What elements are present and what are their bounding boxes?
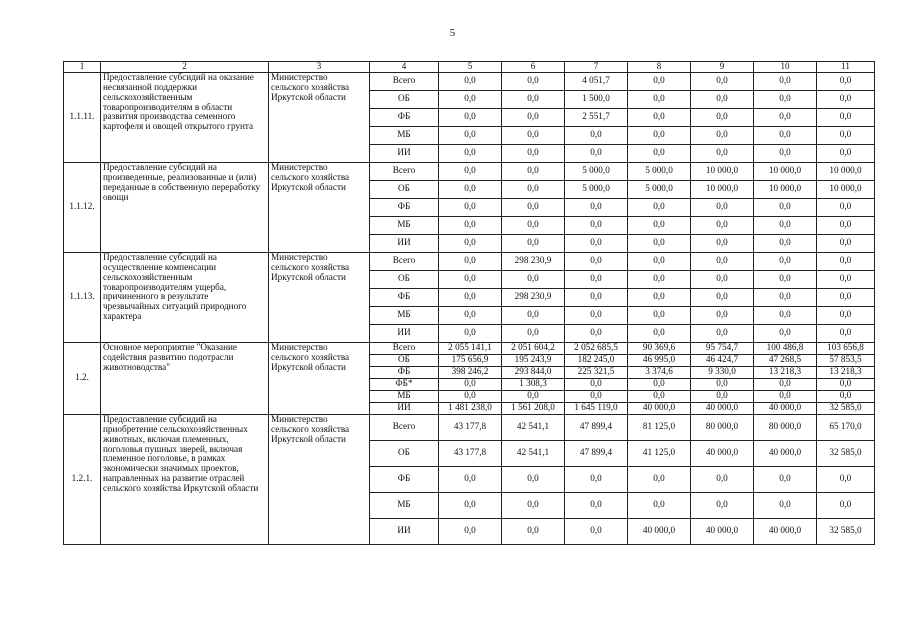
value-cell: 0,0 (628, 252, 691, 270)
value-cell: 0,0 (565, 324, 628, 342)
value-cell: 0,0 (691, 144, 754, 162)
value-cell: 0,0 (628, 492, 691, 518)
value-cell: 0,0 (817, 72, 875, 90)
value-cell: 57 853,5 (817, 354, 875, 366)
value-cell: 0,0 (565, 492, 628, 518)
value-cell: 0,0 (817, 288, 875, 306)
value-cell: 0,0 (502, 324, 565, 342)
value-cell: 43 177,8 (439, 414, 502, 440)
item-code: 1.2. (64, 342, 101, 414)
funding-source: ОБ (370, 270, 439, 288)
value-cell: 0,0 (754, 252, 817, 270)
funding-source: ФБ* (370, 378, 439, 390)
value-cell: 0,0 (439, 252, 502, 270)
value-cell: 175 656,9 (439, 354, 502, 366)
value-cell: 0,0 (691, 270, 754, 288)
value-cell: 0,0 (502, 144, 565, 162)
value-cell: 10 000,0 (817, 162, 875, 180)
value-cell: 2 551,7 (565, 108, 628, 126)
funding-source: МБ (370, 126, 439, 144)
funding-source: ФБ (370, 466, 439, 492)
value-cell: 0,0 (628, 390, 691, 402)
value-cell: 0,0 (565, 216, 628, 234)
value-cell: 0,0 (817, 252, 875, 270)
funding-source: Всего (370, 162, 439, 180)
value-cell: 0,0 (754, 288, 817, 306)
value-cell: 0,0 (628, 324, 691, 342)
value-cell: 0,0 (628, 90, 691, 108)
value-cell: 0,0 (754, 390, 817, 402)
value-cell: 0,0 (754, 466, 817, 492)
value-cell: 46 424,7 (691, 354, 754, 366)
value-cell: 0,0 (439, 144, 502, 162)
value-cell: 42 541,1 (502, 440, 565, 466)
value-cell: 0,0 (754, 108, 817, 126)
value-cell: 2 055 141,1 (439, 342, 502, 354)
value-cell: 0,0 (565, 518, 628, 544)
value-cell: 0,0 (502, 180, 565, 198)
value-cell: 0,0 (691, 126, 754, 144)
value-cell: 0,0 (565, 466, 628, 492)
value-cell: 0,0 (502, 162, 565, 180)
funding-source: ИИ (370, 402, 439, 414)
value-cell: 0,0 (817, 390, 875, 402)
value-cell: 1 561 208,0 (502, 402, 565, 414)
value-cell: 47 899,4 (565, 440, 628, 466)
value-cell: 0,0 (439, 492, 502, 518)
header-row (64, 62, 875, 73)
value-cell: 5 000,0 (565, 162, 628, 180)
value-cell: 40 000,0 (754, 440, 817, 466)
value-cell: 32 585,0 (817, 440, 875, 466)
header-cell: 4 (370, 62, 439, 73)
funding-source: Всего (370, 342, 439, 354)
value-cell: 225 321,5 (565, 366, 628, 378)
budget-table (63, 61, 875, 545)
value-cell: 0,0 (439, 162, 502, 180)
header-cell: 3 (269, 62, 370, 73)
value-cell: 9 330,0 (691, 366, 754, 378)
value-cell: 65 170,0 (817, 414, 875, 440)
value-cell: 0,0 (754, 72, 817, 90)
value-cell: 0,0 (439, 270, 502, 288)
header-cell: 7 (565, 62, 628, 73)
value-cell: 0,0 (565, 198, 628, 216)
funding-source: Всего (370, 72, 439, 90)
value-cell: 80 000,0 (691, 414, 754, 440)
funding-source: ОБ (370, 440, 439, 466)
value-cell: 0,0 (817, 126, 875, 144)
funding-source: МБ (370, 216, 439, 234)
value-cell: 32 585,0 (817, 518, 875, 544)
header-cell: 10 (754, 62, 817, 73)
value-cell: 298 230,9 (502, 288, 565, 306)
value-cell: 0,0 (817, 466, 875, 492)
value-cell: 0,0 (502, 492, 565, 518)
value-cell: 47 899,4 (565, 414, 628, 440)
header-cell: 9 (691, 62, 754, 73)
value-cell: 0,0 (754, 234, 817, 252)
value-cell: 0,0 (817, 270, 875, 288)
value-cell: 1 481 238,0 (439, 402, 502, 414)
value-cell: 0,0 (628, 466, 691, 492)
value-cell: 293 844,0 (502, 366, 565, 378)
value-cell: 1 645 119,0 (565, 402, 628, 414)
value-cell: 0,0 (502, 234, 565, 252)
value-cell: 40 000,0 (754, 402, 817, 414)
value-cell: 0,0 (439, 108, 502, 126)
responsible-organization: Министерство сельского хозяйства Иркутской области (269, 162, 370, 252)
value-cell: 0,0 (691, 306, 754, 324)
header-cell: 6 (502, 62, 565, 73)
value-cell: 40 000,0 (754, 518, 817, 544)
value-cell: 0,0 (691, 252, 754, 270)
value-cell: 0,0 (691, 90, 754, 108)
value-cell: 1 500,0 (565, 90, 628, 108)
value-cell: 4 051,7 (565, 72, 628, 90)
value-cell: 40 000,0 (691, 402, 754, 414)
table-body (64, 62, 875, 545)
value-cell: 1 308,3 (502, 378, 565, 390)
value-cell: 0,0 (691, 234, 754, 252)
value-cell: 298 230,9 (502, 252, 565, 270)
value-cell: 182 245,0 (565, 354, 628, 366)
value-cell: 0,0 (628, 270, 691, 288)
value-cell: 80 000,0 (754, 414, 817, 440)
value-cell: 0,0 (817, 492, 875, 518)
value-cell: 5 000,0 (565, 180, 628, 198)
value-cell: 10 000,0 (691, 180, 754, 198)
value-cell: 0,0 (754, 270, 817, 288)
value-cell: 5 000,0 (628, 180, 691, 198)
value-cell: 0,0 (439, 306, 502, 324)
item-code: 1.1.11. (64, 72, 101, 162)
value-cell: 0,0 (628, 72, 691, 90)
value-cell: 0,0 (691, 466, 754, 492)
value-cell: 0,0 (628, 126, 691, 144)
funding-source: ОБ (370, 354, 439, 366)
table-row (64, 252, 875, 270)
funding-source: ОБ (370, 90, 439, 108)
value-cell: 42 541,1 (502, 414, 565, 440)
header-cell: 2 (101, 62, 269, 73)
funding-source: Всего (370, 414, 439, 440)
value-cell: 40 000,0 (628, 518, 691, 544)
value-cell: 0,0 (565, 126, 628, 144)
value-cell: 0,0 (565, 270, 628, 288)
value-cell: 0,0 (565, 234, 628, 252)
value-cell: 10 000,0 (754, 162, 817, 180)
value-cell: 43 177,8 (439, 440, 502, 466)
funding-source: ФБ (370, 288, 439, 306)
value-cell: 32 585,0 (817, 402, 875, 414)
table-row (64, 414, 875, 440)
value-cell: 0,0 (754, 378, 817, 390)
value-cell: 0,0 (817, 198, 875, 216)
funding-source: ОБ (370, 180, 439, 198)
value-cell: 10 000,0 (691, 162, 754, 180)
value-cell: 41 125,0 (628, 440, 691, 466)
value-cell: 90 369,6 (628, 342, 691, 354)
value-cell: 47 268,5 (754, 354, 817, 366)
header-cell: 1 (64, 62, 101, 73)
table-row (64, 72, 875, 90)
value-cell: 0,0 (817, 378, 875, 390)
value-cell: 40 000,0 (628, 402, 691, 414)
item-description: Предоставление субсидий на осуществление компенсации сельскохозяйственным товаропроизводителям ущерба, причиненного в результате чрезвычайных ситуаций природного характера (101, 252, 269, 342)
value-cell: 0,0 (628, 288, 691, 306)
table-row (64, 162, 875, 180)
value-cell: 0,0 (754, 216, 817, 234)
value-cell: 103 656,8 (817, 342, 875, 354)
value-cell: 0,0 (439, 180, 502, 198)
funding-source: ФБ (370, 198, 439, 216)
table-row (64, 342, 875, 354)
value-cell: 0,0 (628, 216, 691, 234)
funding-source: ИИ (370, 324, 439, 342)
value-cell: 0,0 (565, 390, 628, 402)
value-cell: 0,0 (502, 72, 565, 90)
funding-source: Всего (370, 252, 439, 270)
value-cell: 0,0 (754, 306, 817, 324)
value-cell: 0,0 (439, 466, 502, 492)
value-cell: 0,0 (817, 306, 875, 324)
value-cell: 0,0 (502, 216, 565, 234)
value-cell: 0,0 (439, 378, 502, 390)
value-cell: 0,0 (817, 234, 875, 252)
value-cell: 0,0 (691, 108, 754, 126)
value-cell: 0,0 (439, 324, 502, 342)
value-cell: 0,0 (817, 108, 875, 126)
value-cell: 0,0 (817, 144, 875, 162)
item-code: 1.2.1. (64, 414, 101, 544)
value-cell: 10 000,0 (817, 180, 875, 198)
value-cell: 40 000,0 (691, 440, 754, 466)
item-description: Предоставление субсидий на приобретение сельскохозяйственных животных, включая племенных, поголовья пушных зверей, включая племенное поголовье, в рамках экономически значимых проектов, направленных на развитие отраслей сельского хозяйства Иркутской области (101, 414, 269, 544)
funding-source: ИИ (370, 234, 439, 252)
header-cell: 8 (628, 62, 691, 73)
value-cell: 0,0 (628, 378, 691, 390)
value-cell: 0,0 (502, 126, 565, 144)
value-cell: 5 000,0 (628, 162, 691, 180)
item-description: Предоставление субсидий на оказание несвязанной поддержки сельскохозяйственным товаропроизводителям в области развития производства семенного картофеля и овощей открытого грунта (101, 72, 269, 162)
value-cell: 0,0 (439, 518, 502, 544)
value-cell: 0,0 (691, 198, 754, 216)
funding-source: ИИ (370, 144, 439, 162)
value-cell: 0,0 (565, 378, 628, 390)
value-cell: 0,0 (628, 198, 691, 216)
value-cell: 0,0 (754, 90, 817, 108)
funding-source: МБ (370, 492, 439, 518)
value-cell: 0,0 (502, 390, 565, 402)
value-cell: 0,0 (817, 90, 875, 108)
value-cell: 0,0 (691, 288, 754, 306)
value-cell: 0,0 (439, 72, 502, 90)
value-cell: 0,0 (565, 144, 628, 162)
value-cell: 0,0 (502, 270, 565, 288)
value-cell: 0,0 (502, 108, 565, 126)
value-cell: 0,0 (628, 234, 691, 252)
value-cell: 0,0 (691, 390, 754, 402)
value-cell: 0,0 (439, 390, 502, 402)
value-cell: 0,0 (439, 126, 502, 144)
value-cell: 0,0 (502, 466, 565, 492)
funding-source: МБ (370, 306, 439, 324)
value-cell: 0,0 (439, 288, 502, 306)
header-cell: 11 (817, 62, 875, 73)
value-cell: 0,0 (565, 252, 628, 270)
value-cell: 0,0 (439, 90, 502, 108)
value-cell: 0,0 (754, 144, 817, 162)
value-cell: 0,0 (565, 288, 628, 306)
funding-source: МБ (370, 390, 439, 402)
header-cell: 5 (439, 62, 502, 73)
item-description: Предоставление субсидий на произведенные, реализованные и (или) переданные в собственную переработку овощи (101, 162, 269, 252)
value-cell: 0,0 (691, 216, 754, 234)
item-code: 1.1.12. (64, 162, 101, 252)
value-cell: 0,0 (628, 306, 691, 324)
item-code: 1.1.13. (64, 252, 101, 342)
value-cell: 398 246,2 (439, 366, 502, 378)
value-cell: 0,0 (502, 306, 565, 324)
value-cell: 2 051 604,2 (502, 342, 565, 354)
value-cell: 100 486,8 (754, 342, 817, 354)
value-cell: 0,0 (502, 518, 565, 544)
value-cell: 0,0 (817, 324, 875, 342)
value-cell: 0,0 (754, 324, 817, 342)
value-cell: 0,0 (565, 306, 628, 324)
item-description: Основное мероприятие "Оказание содействия развитию подотрасли животноводства" (101, 342, 269, 414)
responsible-organization: Министерство сельского хозяйства Иркутской области (269, 72, 370, 162)
value-cell: 0,0 (502, 90, 565, 108)
value-cell: 13 218,3 (754, 366, 817, 378)
value-cell: 0,0 (439, 198, 502, 216)
responsible-organization: Министерство сельского хозяйства Иркутской области (269, 414, 370, 544)
value-cell: 13 218,3 (817, 366, 875, 378)
funding-source: ИИ (370, 518, 439, 544)
value-cell: 0,0 (754, 492, 817, 518)
value-cell: 0,0 (817, 216, 875, 234)
value-cell: 0,0 (439, 216, 502, 234)
value-cell: 0,0 (439, 234, 502, 252)
value-cell: 0,0 (754, 126, 817, 144)
value-cell: 95 754,7 (691, 342, 754, 354)
value-cell: 0,0 (502, 198, 565, 216)
page-number: 5 (449, 27, 456, 39)
funding-source: ФБ (370, 108, 439, 126)
responsible-organization: Министерство сельского хозяйства Иркутской области (269, 342, 370, 414)
value-cell: 81 125,0 (628, 414, 691, 440)
value-cell: 0,0 (691, 378, 754, 390)
value-cell: 2 052 685,5 (565, 342, 628, 354)
value-cell: 0,0 (628, 144, 691, 162)
value-cell: 0,0 (754, 198, 817, 216)
value-cell: 0,0 (628, 108, 691, 126)
value-cell: 0,0 (691, 492, 754, 518)
value-cell: 46 995,0 (628, 354, 691, 366)
value-cell: 10 000,0 (754, 180, 817, 198)
value-cell: 195 243,9 (502, 354, 565, 366)
funding-source: ФБ (370, 366, 439, 378)
value-cell: 40 000,0 (691, 518, 754, 544)
value-cell: 0,0 (691, 324, 754, 342)
responsible-organization: Министерство сельского хозяйства Иркутской области (269, 252, 370, 342)
value-cell: 3 374,6 (628, 366, 691, 378)
value-cell: 0,0 (691, 72, 754, 90)
